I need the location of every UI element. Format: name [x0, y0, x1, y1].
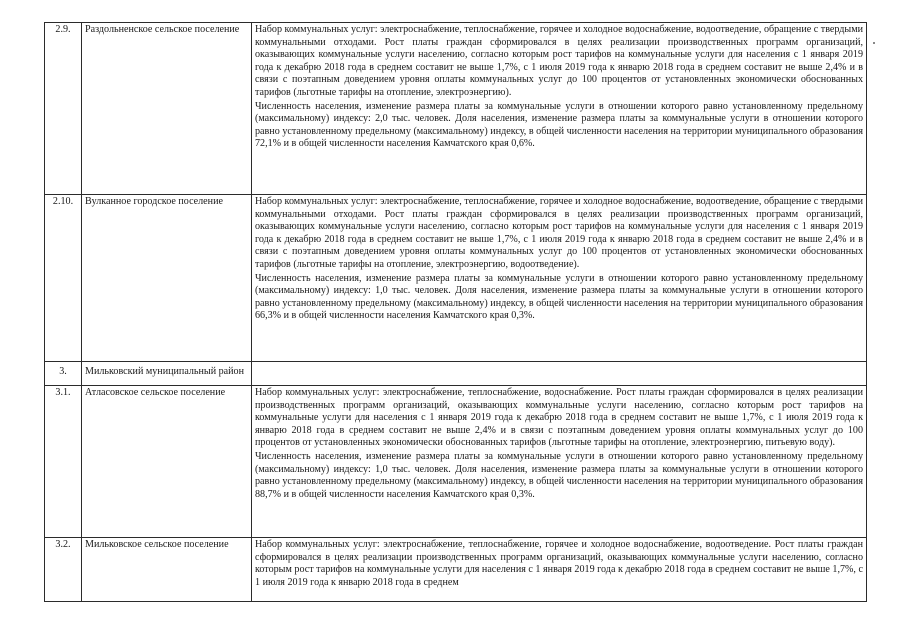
population-paragraph: Численность населения, изменение размера платы за коммунальные услуги в отношении которого равно установленному предельному (максимальному) индексу: 1,0 тыс. человек. Доля населения, изменение размера платы за коммунальные услуги в отношении которого равно установленному предельному (максимальному) индексу, в общей численности населения на территории муниципального образования 66,3% и в общей численности населения Камчатского края 0,3%.	[255, 272, 863, 322]
settlement-name: Атласовское сельское поселение	[82, 386, 252, 538]
row-number: 2.10.	[45, 195, 82, 362]
settlement-name: Мильковское сельское поселение	[82, 538, 252, 602]
services-paragraph: Набор коммунальных услуг: электроснабжение, теплоснабжение, горячее и холодное водоснабжение, водоотведение. Рост платы граждан сформировался в целях реализации производственных программ организаций, оказывающих коммунальные услуги населению, согласно которым рост тарифов на коммунальные услуги для населения с 1 января 2019 года к декабрю 2018 года в среднем составит не выше 1,7%, с 1 июля 2019 года к январю 2018 года в среднем	[255, 539, 863, 588]
row-description	[252, 195, 867, 362]
table-row	[45, 23, 867, 195]
row-description	[252, 386, 867, 538]
row-number: 3.1.	[45, 386, 82, 538]
row-number: 3.	[45, 362, 82, 386]
row-description	[252, 538, 867, 602]
utility-tariff-table	[44, 22, 867, 602]
services-paragraph: Набор коммунальных услуг: электроснабжение, теплоснабжение, горячее и холодное водоснабжение, водоотведение, обращение с твердыми коммунальными отходами. Рост платы граждан сформировался в целях реализации производственных программ организаций, оказывающих коммунальные услуги населению, согласно которым рост тарифов на коммунальные услуги для населения с 1 января 2019 года к декабрю 2018 года в среднем составит не выше 1,7%, с 1 июля 2019 года к январю 2018 года в среднем составит не выше 2,4% и в связи с поэтапным доведением уровня оплаты коммунальных услуг до 100 процентов от установленных экономически обоснованных тарифов (льготные тарифы на отопление, электроэнергию).	[255, 24, 863, 98]
services-paragraph: Набор коммунальных услуг: электроснабжение, теплоснабжение, водоснабжение. Рост платы граждан сформировался в целях реализации производственных программ организаций, оказывающих коммунальные услуги населению, согласно которым рост тарифов на коммунальные услуги для населения с 1 января 2019 года к декабрю 2018 года в среднем составит не выше 1,7%, с 1 июля 2019 года к январю 2018 года в среднем составит не выше 2,4% и в связи с поэтапным доведением уровня оплаты коммунальных услуг до 100 процентов от установленных экономически обоснованных тарифов (льготные тарифы на отопление, электроэнергию, питьевую воду).	[255, 387, 863, 449]
district-name: Мильковский муниципальный район	[82, 362, 252, 386]
population-paragraph: Численность населения, изменение размера платы за коммунальные услуги в отношении которого равно установленному предельному (максимальному) индексу: 1,0 тыс. человек. Доля населения, изменение размера платы за коммунальные услуги в отношении которого равно установленному предельному (максимальному) индексу, в общей численности населения на территории муниципального образования 88,7% и в общей численности населения Камчатского края 0,3%.	[255, 450, 863, 500]
row-number: 3.2.	[45, 538, 82, 602]
row-number: 2.9.	[45, 23, 82, 195]
table-row	[45, 538, 867, 602]
scan-speck	[873, 42, 875, 44]
settlement-name: Раздольненское сельское поселение	[82, 23, 252, 195]
row-description	[252, 362, 867, 386]
table-row	[45, 386, 867, 538]
population-paragraph: Численность населения, изменение размера платы за коммунальные услуги в отношении которого равно установленному предельному (максимальному) индексу: 2,0 тыс. человек. Доля населения, изменение размера платы за коммунальные услуги в отношении которого равно установленному предельному (максимальному) индексу, в общей численности населения на территории муниципального образования 72,1% и в общей численности населения Камчатского края 0,6%.	[255, 100, 863, 150]
table-row	[45, 195, 867, 362]
services-paragraph: Набор коммунальных услуг: электроснабжение, теплоснабжение, горячее и холодное водоснабжение, водоотведение, обращение с твердыми коммунальными отходами. Рост платы граждан сформировался в целях реализации производственных программ организаций, оказывающих коммунальные услуги населению, согласно которым рост тарифов на коммунальные услуги для населения с 1 января 2019 года к декабрю 2018 года в среднем составит не выше 1,7%, с 1 июля 2019 года к январю 2018 года в среднем составит не выше 2,4% и в связи с поэтапным доведением уровня оплаты коммунальных услуг до 100 процентов от установленных экономически обоснованных тарифов (льготные тарифы на отопление, электроэнергию, водоотведение).	[255, 196, 863, 270]
row-description	[252, 23, 867, 195]
table-row	[45, 362, 867, 386]
settlement-name: Вулканное городское поселение	[82, 195, 252, 362]
